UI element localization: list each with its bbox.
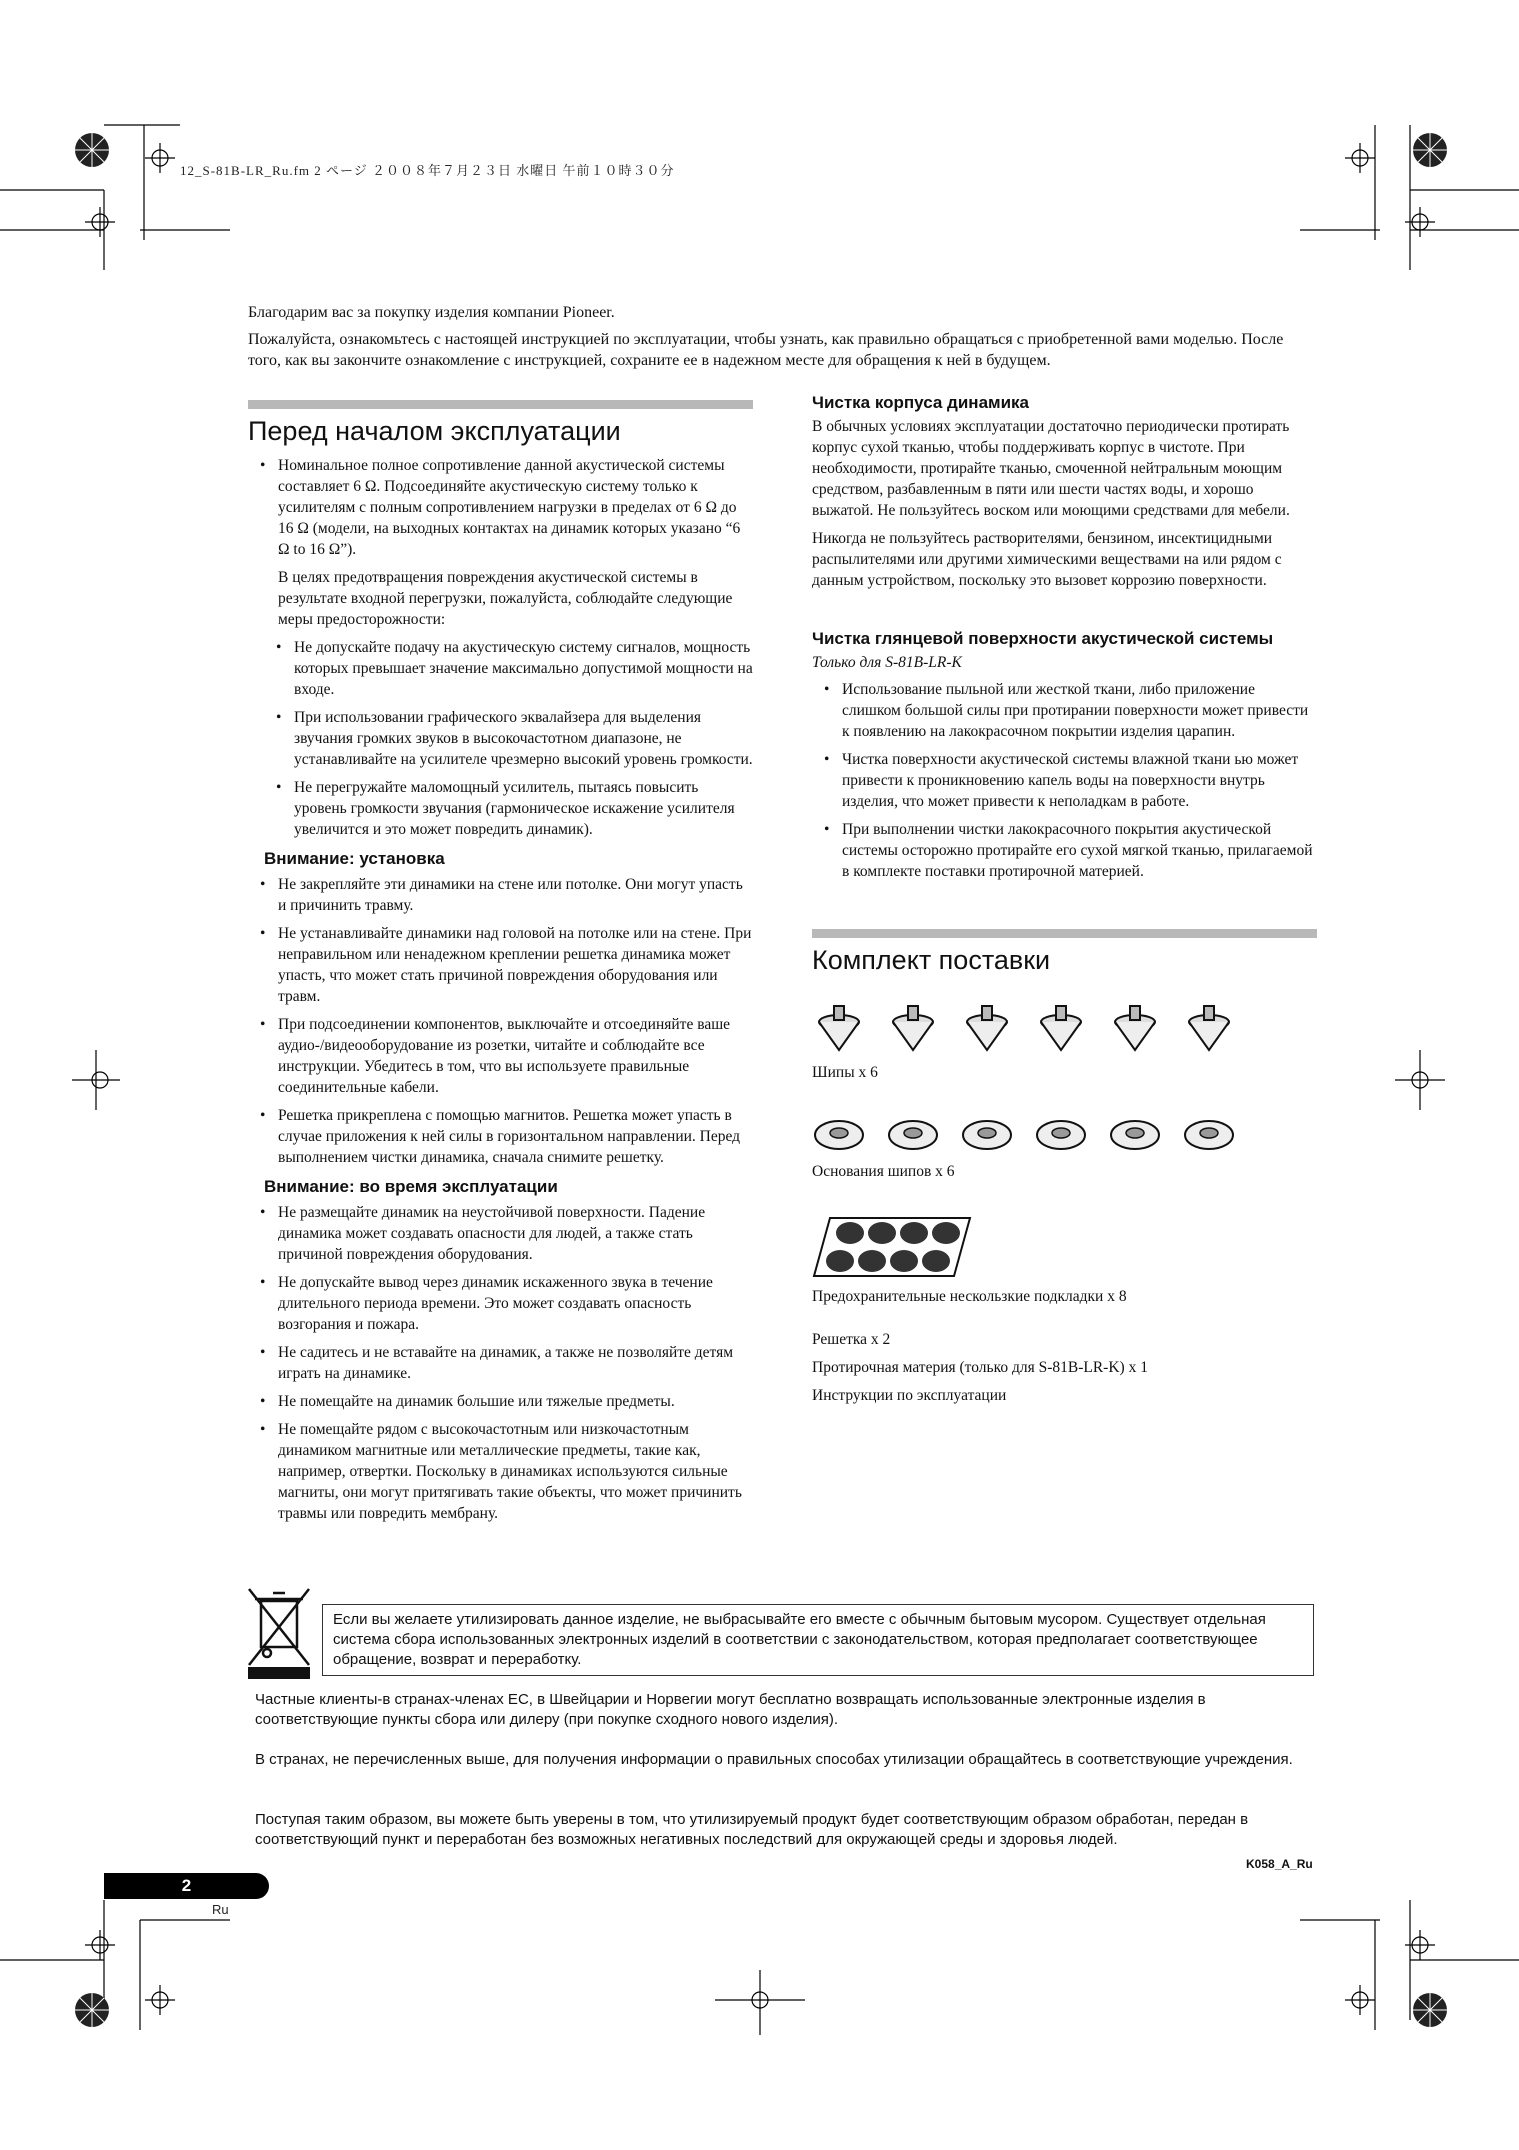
cleaning-p1: В обычных условиях эксплуатации достаточно периодически протирать корпус сухой тканью, чтобы поддерживать корпус в чистоте. При необходимости, протирайте тканью, смоченной нейтральным моющим средством, разбавленным в пяти или шести частях воды, и хорошо выжатой. Не пользуйтесь воском или моющими средствами для мебели. <box>812 418 1290 519</box>
cloth-label: Протирочная материя (только для S-81B-LR-K) x 1 <box>812 1359 1148 1376</box>
list-item: • Не садитесь и не вставайте на динамик, а также не позволяйте детям играть на динамике. <box>248 1342 753 1384</box>
spike-base-icon <box>1182 1117 1238 1153</box>
recycle-notice-box: Если вы желаете утилизировать данное изделие, не выбрасывайте его вместе с обычным бытовым мусором. Существует отдельная система сбора использованных электронных изделий в соответствии с законодательством, которая предполагает соответствующее обращение, возврат и переработку. <box>322 1604 1314 1676</box>
manual-label: Инструкции по эксплуатации <box>812 1387 1007 1404</box>
overload-intro: В целях предотвращения повреждения акустической системы в результате входной перегрузки, пожалуйста, соблюдайте следующие меры предосторожности: <box>278 569 733 628</box>
list-item: • Не устанавливайте динамики над головой на потолке или на стене. При неправильном или ненадежном креплении решетка динамика может упасть, что может стать причиной повреждения оборудования или травм. <box>248 923 753 1007</box>
spike-base-icon <box>1034 1117 1090 1153</box>
spike-icon <box>960 1002 1016 1054</box>
list-item: • При использовании графического эквалайзера для выделения звучания громких звуков в высокочастотном диапазоне, не устанавливайте на усилителе чрезмерно высокий уровень громкости. <box>248 707 753 770</box>
list-item: • Не помещайте рядом с высокочастотным или низкочастотным динамиком магнитные или металлические предметы, такие как, например, отвертки. Поскольку в динамиках используются сильные магниты, они могут притягивать такие объекты, что может причинить травмы или повредить мембрану. <box>248 1419 753 1524</box>
document-code: K058_A_Ru <box>1246 1857 1313 1871</box>
spikes-illustration <box>812 1002 1317 1054</box>
pads-label: Предохранительные нескользкие подкладки x 8 <box>812 1288 1127 1305</box>
spike-icon <box>812 1002 868 1054</box>
recycle-p1: Частные клиенты-в странах-членах ЕС, в Швейцарии и Норвегии могут бесплатно возвращать использованные электронные изделия в соответствующие пункты сбора или дилеру (при покупке сходного нового изделия). <box>255 1691 1206 1728</box>
list-item: • Не помещайте на динамик большие или тяжелые предметы. <box>248 1391 753 1412</box>
spike-base-icon <box>886 1117 942 1153</box>
section-title: Перед началом эксплуатации <box>248 416 621 446</box>
spike-base-icon <box>812 1117 868 1153</box>
spike-icon <box>1108 1002 1164 1054</box>
file-header-line: 12_S-81B-LR_Ru.fm 2 ページ ２００８年７月２３日 水曜日 午前１０時３０分 <box>180 163 675 178</box>
list-item: • Не допускайте подачу на акустическую систему сигналов, мощность которых превышает значение максимально допустимой мощности на входе. <box>248 637 753 700</box>
intro <box>248 302 1318 377</box>
spike-bases-illustration <box>812 1117 1317 1153</box>
recycle-p3: Поступая таким образом, вы можете быть уверены в том, что утилизируемый продукт будет соответствующим образом обработан, передан в соответствующий пункт и переработан без возможных негативных последствий для окружающей среды и здоровья людей. <box>255 1811 1249 1848</box>
list-item: • Номинальное полное сопротивление данной акустической системы составляет 6 Ω. Подсоединяйте акустическую систему только к усилителям с полным сопротивлением нагрузки в пределах от 6 Ω до 16 Ω (модели, на выходных контактах на динамик которых указано “6 Ω to 16 Ω”). <box>248 455 753 560</box>
spike-base-icon <box>960 1117 1016 1153</box>
list-item: • При подсоединении компонентов, выключайте и отсоединяйте ваше аудио-/видеооборудование из розетки, читайте и соблюдайте все инструкции. Убедитесь в том, что вы используете правильные соединительные кабели. <box>248 1014 753 1098</box>
cleaning-p2: Никогда не пользуйтесь растворителями, бензином, инсектицидными распылителями или другими химическими веществами на или рядом с данным устройством, поскольку это вызовет коррозию поверхности. <box>812 530 1282 589</box>
list-item: • Чистка поверхности акустической системы влажной ткани ью может привести к проникновению капель воды на поверхности внутрь изделия, что может привести к неполадкам в работе. <box>812 749 1317 812</box>
section-bar <box>812 929 1317 938</box>
spike-icon <box>1182 1002 1238 1054</box>
install-caution-title: Внимание: установка <box>264 849 445 868</box>
spike-bases-label: Основания шипов x 6 <box>812 1163 955 1180</box>
intro-thanks: Благодарим вас за покупку изделия компании Pioneer. <box>248 304 615 321</box>
before-use-section <box>248 400 753 1531</box>
right-column <box>812 392 1317 1413</box>
pads-illustration <box>812 1216 1317 1278</box>
operation-caution-title: Внимание: во время эксплуатации <box>264 1177 558 1196</box>
recycle-p2: В странах, не перечисленных выше, для получения информации о правильных способах утилизации обращайтесь в соответствующие учреждения. <box>255 1751 1293 1768</box>
spike-icon <box>1034 1002 1090 1054</box>
pads-sheet-icon <box>812 1216 972 1278</box>
package-title: Комплект поставки <box>812 945 1051 975</box>
page-language: Ru <box>212 1902 229 1917</box>
grille-label: Решетка x 2 <box>812 1331 891 1348</box>
cleaning-title: Чистка корпуса динамика <box>812 393 1030 412</box>
gloss-title: Чистка глянцевой поверхности акустической системы <box>812 629 1274 648</box>
list-item: • Не допускайте вывод через динамик искаженного звука в течение длительного периода времени. Это может создавать опасность возгорания и пожара. <box>248 1272 753 1335</box>
intro-read: Пожалуйста, ознакомьтесь с настоящей инструкцией по эксплуатации, чтобы узнать, как правильно обращаться с приобретенной вами моделью. После того, как вы закончите ознакомление с инструкцией, сохраните ее в надежном месте для обращения к ней в будущем. <box>248 331 1284 369</box>
section-bar <box>248 400 753 409</box>
spikes-label: Шипы x 6 <box>812 1064 878 1081</box>
list-item: • Не закрепляйте эти динамики на стене или потолке. Они могут упасть и причинить травму. <box>248 874 753 916</box>
list-item: • Не размещайте динамик на неустойчивой поверхности. Падение динамика может создавать опасности для людей, а также стать причиной повреждения оборудования. <box>248 1202 753 1265</box>
weee-bar <box>248 1667 310 1679</box>
spike-icon <box>886 1002 942 1054</box>
list-item: • При выполнении чистки лакокрасочного покрытия акустической системы осторожно протирайте его сухой мягкой тканью, прилагаемой в комплекте поставки протирочной материей. <box>812 819 1317 882</box>
list-item: • Решетка прикреплена с помощью магнитов. Решетка может упасть в случае приложения к ней силы в горизонтальном направлении. Перед выполнением чистки динамика, сначала снимите решетку. <box>248 1105 753 1168</box>
gloss-only-for: Только для S-81B-LR-K <box>812 654 962 671</box>
page-number: 2 <box>104 1873 269 1899</box>
list-item: • Не перегружайте маломощный усилитель, пытаясь повысить уровень громкости звучания (гармоническое искажение усилителя увеличится и это может повредить динамик). <box>248 777 753 840</box>
spike-base-icon <box>1108 1117 1164 1153</box>
list-item: • Использование пыльной или жесткой ткани, либо приложение слишком большой силы при протирании поверхности может привести к появлению на лакокрасочном покрытии изделия царапин. <box>812 679 1317 742</box>
